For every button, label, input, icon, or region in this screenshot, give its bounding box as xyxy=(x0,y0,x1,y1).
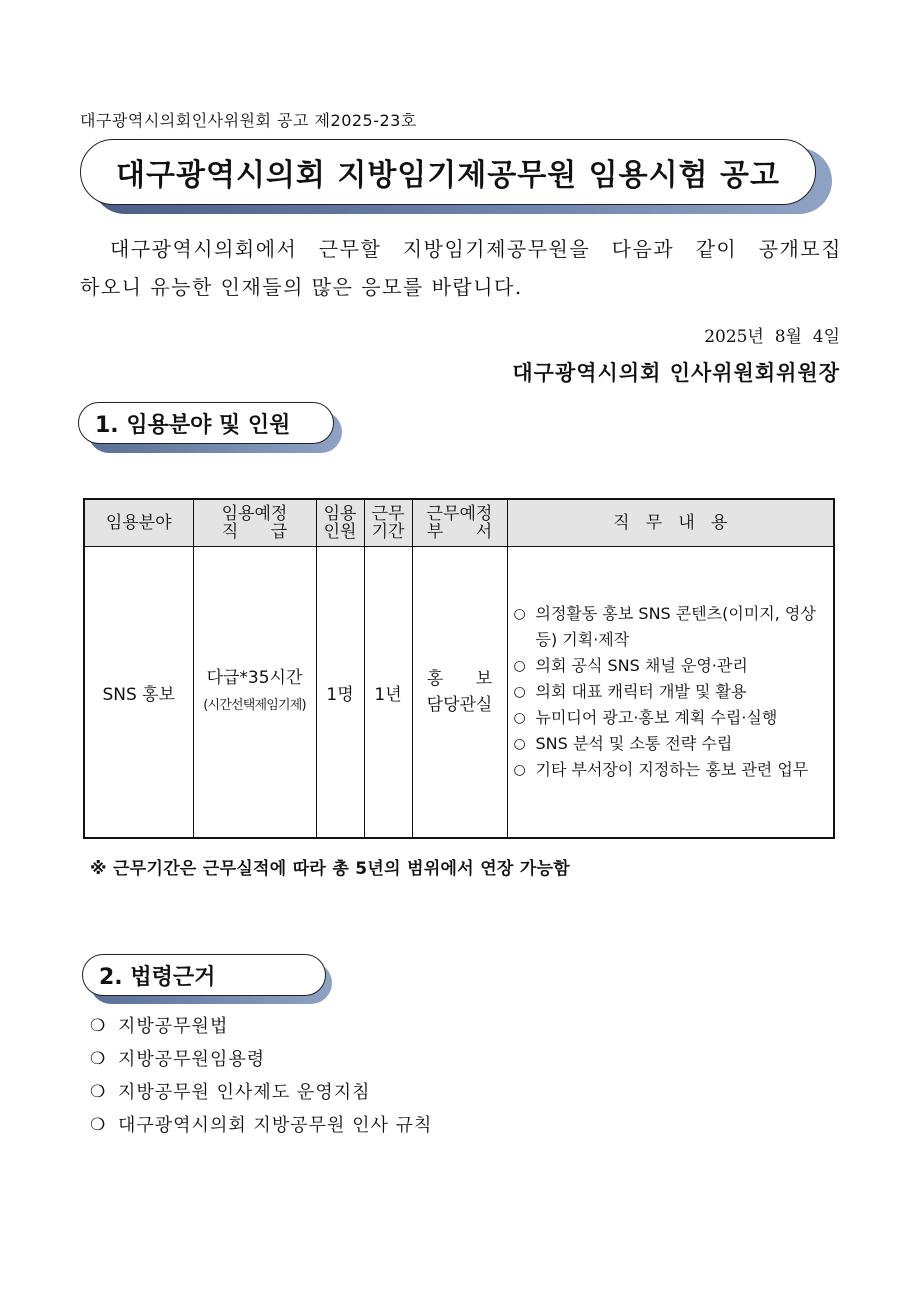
intro-line-1: 대구광역시의회에서 근무할 지방임기제공무원을 다음과 같이 공개모집 xyxy=(110,237,842,261)
signer: 대구광역시의회 인사위원회위원장 xyxy=(512,361,840,385)
duty-item: ○ 의회 공식 SNS 채널 운영·관리 xyxy=(514,653,830,679)
legal-basis-list xyxy=(90,1010,432,1142)
page-title: 대구광역시의회 지방임기제공무원 임용시험 공고 xyxy=(116,158,780,193)
cell-grade: 다급*35시간 (시간선택제임기제) xyxy=(193,547,316,839)
cell-period: 1년 xyxy=(364,547,412,839)
section1-header xyxy=(78,402,334,444)
duty-item: ○ 의정활동 홍보 SNS 콘텐츠(이미지, 영상 등) 기획·제작 xyxy=(514,601,830,653)
header-field: 임용분야 xyxy=(84,499,193,547)
recruitment-table xyxy=(83,498,835,839)
duty-item: ○ 뉴미디어 광고·홍보 계획 수립·실행 xyxy=(514,705,830,731)
announcement-number: 대구광역시의회인사위원회 공고 제2025-23호 xyxy=(80,111,417,130)
legal-basis-item: ❍ 지방공무원법 xyxy=(90,1010,432,1043)
legal-basis-item: ❍ 대구광역시의회 지방공무원 인사 규칙 xyxy=(90,1109,432,1142)
duty-item: ○ 기타 부서장이 지정하는 홍보 관련 업무 xyxy=(514,757,830,783)
cell-field: SNS 홍보 xyxy=(84,547,193,839)
duty-list xyxy=(508,601,834,783)
section2-header xyxy=(82,954,326,996)
announcement-date: 2025년 8월 4일 xyxy=(704,327,840,347)
header-count: 임용 인원 xyxy=(316,499,364,547)
title-banner xyxy=(80,139,816,205)
extension-note: ※ 근무기간은 근무실적에 따라 총 5년의 범위에서 연장 가능함 xyxy=(90,859,571,879)
legal-basis-item: ❍ 지방공무원 인사제도 운영지침 xyxy=(90,1076,432,1109)
intro-paragraph xyxy=(80,230,842,306)
legal-basis-item: ❍ 지방공무원임용령 xyxy=(90,1043,432,1076)
duty-item: ○ SNS 분석 및 소통 전략 수립 xyxy=(514,731,830,757)
cell-duties xyxy=(507,547,834,839)
header-duties: 직 무 내 용 xyxy=(507,499,834,547)
table-header-row xyxy=(84,499,834,547)
section1-title: 1. 임용분야 및 인원 xyxy=(95,412,291,438)
header-period: 근무 기간 xyxy=(364,499,412,547)
duty-item: ○ 의회 대표 캐릭터 개발 및 활용 xyxy=(514,679,830,705)
header-dept: 근무예정 부 서 xyxy=(412,499,507,547)
cell-dept: 홍 보 담당관실 xyxy=(412,547,507,839)
intro-line-2: 하오니 유능한 인재들의 많은 응모를 바랍니다. xyxy=(80,275,523,299)
section2-title: 2. 법령근거 xyxy=(99,964,216,990)
header-grade: 임용예정 직 급 xyxy=(193,499,316,547)
cell-count: 1명 xyxy=(316,547,364,839)
table-row xyxy=(84,547,834,839)
